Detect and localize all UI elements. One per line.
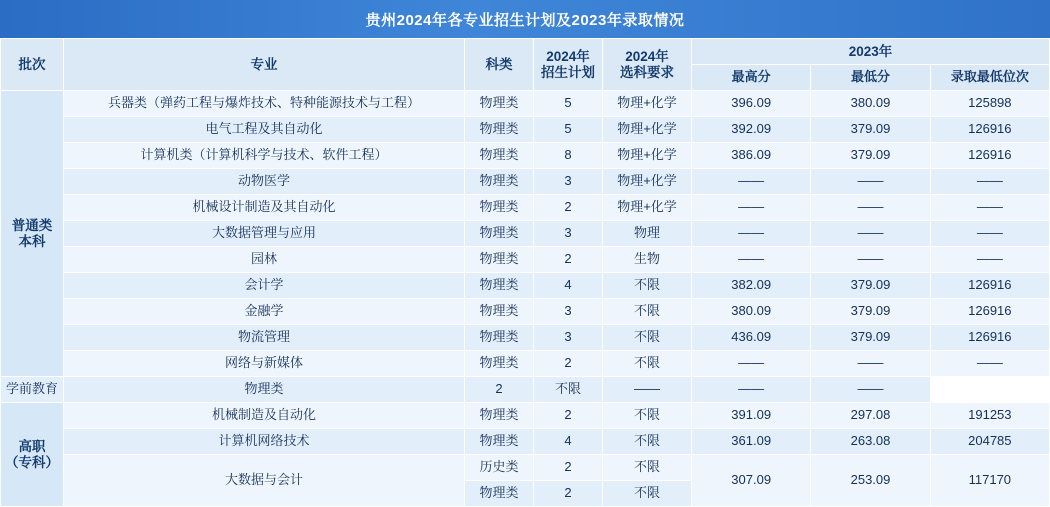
major-cell: 兵器类（弹药工程与爆炸技术、特种能源技术与工程） — [64, 91, 465, 117]
table-row — [1, 351, 1050, 377]
max-score-cell: —— — [692, 247, 811, 273]
subject-cell: 物理类 — [465, 247, 534, 273]
plan-cell: 2 — [534, 247, 603, 273]
min-rank-cell: —— — [930, 221, 1049, 247]
max-score-cell: —— — [692, 351, 811, 377]
requirement-cell: 不限 — [603, 481, 692, 507]
subject-cell: 物理类 — [465, 403, 534, 429]
table-row — [1, 325, 1050, 351]
major-cell: 会计学 — [64, 273, 465, 299]
major-cell: 大数据与会计 — [64, 455, 465, 507]
min-rank-cell: 126916 — [930, 273, 1049, 299]
col-header-min-score: 最低分 — [811, 65, 930, 91]
subject-cell: 物理类 — [465, 143, 534, 169]
min-score-cell: 379.09 — [811, 143, 930, 169]
batch-label-line1: 高职 — [18, 438, 46, 454]
header-row-1 — [1, 39, 1050, 65]
plan-cell: 4 — [534, 429, 603, 455]
table-row — [1, 221, 1050, 247]
plan-cell: 4 — [534, 273, 603, 299]
subject-cell: 物理类 — [465, 351, 534, 377]
requirement-cell: 不限 — [603, 351, 692, 377]
table-row — [1, 247, 1050, 273]
col-header-requirement — [603, 39, 692, 91]
min-rank-cell: 126916 — [930, 325, 1049, 351]
table-row — [1, 91, 1050, 117]
max-score-cell: 380.09 — [692, 299, 811, 325]
major-cell: 机械制造及自动化 — [64, 403, 465, 429]
major-cell: 大数据管理与应用 — [64, 221, 465, 247]
min-score-cell: 380.09 — [811, 91, 930, 117]
min-rank-cell: 117170 — [930, 455, 1049, 507]
table-row — [1, 377, 1050, 403]
requirement-cell: 不限 — [603, 273, 692, 299]
major-cell: 物流管理 — [64, 325, 465, 351]
min-score-cell: 379.09 — [811, 299, 930, 325]
major-cell: 机械设计制造及其自动化 — [64, 195, 465, 221]
plan-cell: 2 — [534, 481, 603, 507]
plan-cell: 3 — [534, 221, 603, 247]
table-body — [1, 91, 1050, 507]
min-rank-cell: 126916 — [930, 299, 1049, 325]
col-header-max-score: 最高分 — [692, 65, 811, 91]
requirement-cell: 物理 — [603, 221, 692, 247]
max-score-cell: 392.09 — [692, 117, 811, 143]
col-header-subject: 科类 — [465, 39, 534, 91]
table-row — [1, 117, 1050, 143]
max-score-cell: 436.09 — [692, 325, 811, 351]
major-cell: 计算机类（计算机科学与技术、软件工程） — [64, 143, 465, 169]
col-header-min-rank: 录取最低位次 — [930, 65, 1049, 91]
max-score-cell: 307.09 — [692, 455, 811, 507]
max-score-cell: 386.09 — [692, 143, 811, 169]
min-score-cell: —— — [811, 221, 930, 247]
table-row — [1, 143, 1050, 169]
major-cell: 网络与新媒体 — [64, 351, 465, 377]
requirement-cell: 物理+化学 — [603, 91, 692, 117]
subject-cell: 物理类 — [465, 273, 534, 299]
requirement-cell: 生物 — [603, 247, 692, 273]
table-row — [1, 273, 1050, 299]
plan-cell: 3 — [534, 325, 603, 351]
max-score-cell: —— — [692, 169, 811, 195]
min-rank-cell: —— — [930, 195, 1049, 221]
requirement-cell: 不限 — [534, 377, 603, 403]
min-rank-cell: —— — [811, 377, 930, 403]
subject-cell: 物理类 — [465, 429, 534, 455]
batch-cell — [1, 403, 64, 507]
major-cell: 金融学 — [64, 299, 465, 325]
page-title: 贵州2024年各专业招生计划及2023年录取情况 — [0, 0, 1050, 38]
subject-cell: 物理类 — [64, 377, 465, 403]
plan-cell: 5 — [534, 91, 603, 117]
min-rank-cell: 204785 — [930, 429, 1049, 455]
min-score-cell: —— — [692, 377, 811, 403]
min-score-cell: —— — [811, 195, 930, 221]
plan-cell: 3 — [534, 169, 603, 195]
table-row — [1, 169, 1050, 195]
plan-cell: 8 — [534, 143, 603, 169]
plan-cell: 2 — [465, 377, 534, 403]
subject-cell: 物理类 — [465, 117, 534, 143]
col-header-batch: 批次 — [1, 39, 64, 91]
requirement-cell: 物理+化学 — [603, 195, 692, 221]
min-rank-cell: 191253 — [930, 403, 1049, 429]
min-rank-cell: 125898 — [930, 91, 1049, 117]
min-rank-cell: 126916 — [930, 117, 1049, 143]
subject-cell: 物理类 — [465, 481, 534, 507]
requirement-cell: 不限 — [603, 455, 692, 481]
col-header-year-group: 2023年 — [692, 39, 1050, 65]
max-score-cell: 391.09 — [692, 403, 811, 429]
requirement-cell: 不限 — [603, 429, 692, 455]
admissions-table — [0, 38, 1050, 507]
min-score-cell: —— — [811, 247, 930, 273]
plan-cell: 5 — [534, 117, 603, 143]
col-header-req-line1: 2024年 — [625, 48, 669, 64]
requirement-cell: 物理+化学 — [603, 169, 692, 195]
subject-cell: 物理类 — [465, 299, 534, 325]
min-score-cell: —— — [811, 169, 930, 195]
major-cell: 园林 — [64, 247, 465, 273]
plan-cell: 2 — [534, 403, 603, 429]
table-header — [1, 39, 1050, 91]
batch-label-line2: （专科） — [5, 454, 59, 470]
requirement-cell: 物理+化学 — [603, 117, 692, 143]
min-score-cell: 263.08 — [811, 429, 930, 455]
requirement-cell: 物理+化学 — [603, 143, 692, 169]
plan-cell: 2 — [534, 351, 603, 377]
table-row — [1, 429, 1050, 455]
min-score-cell: —— — [811, 351, 930, 377]
table-row — [1, 195, 1050, 221]
major-cell: 动物医学 — [64, 169, 465, 195]
min-rank-cell: —— — [930, 247, 1049, 273]
col-header-plan — [534, 39, 603, 91]
plan-cell: 2 — [534, 455, 603, 481]
min-score-cell: 379.09 — [811, 325, 930, 351]
col-header-req-line2: 选科要求 — [620, 64, 674, 80]
max-score-cell: —— — [603, 377, 692, 403]
major-cell: 学前教育 — [1, 377, 64, 403]
min-score-cell: 379.09 — [811, 273, 930, 299]
subject-cell: 物理类 — [465, 91, 534, 117]
max-score-cell: —— — [692, 221, 811, 247]
subject-cell: 物理类 — [465, 195, 534, 221]
subject-cell: 物理类 — [465, 169, 534, 195]
col-header-plan-line1: 2024年 — [546, 48, 590, 64]
subject-cell: 物理类 — [465, 325, 534, 351]
requirement-cell: 不限 — [603, 403, 692, 429]
min-rank-cell: —— — [930, 351, 1049, 377]
max-score-cell: 382.09 — [692, 273, 811, 299]
subject-cell: 物理类 — [465, 221, 534, 247]
max-score-cell: —— — [692, 195, 811, 221]
plan-cell: 2 — [534, 195, 603, 221]
batch-label-line2: 本科 — [18, 233, 46, 249]
requirement-cell: 不限 — [603, 325, 692, 351]
table-row — [1, 403, 1050, 429]
batch-label-line1: 普通类 — [11, 217, 53, 233]
requirement-cell: 不限 — [603, 299, 692, 325]
table-row — [1, 299, 1050, 325]
min-score-cell: 379.09 — [811, 117, 930, 143]
max-score-cell: 396.09 — [692, 91, 811, 117]
table-row — [1, 455, 1050, 481]
min-rank-cell: —— — [930, 169, 1049, 195]
plan-cell: 3 — [534, 299, 603, 325]
major-cell: 电气工程及其自动化 — [64, 117, 465, 143]
col-header-plan-line2: 招生计划 — [541, 64, 595, 80]
col-header-major: 专业 — [64, 39, 465, 91]
batch-cell — [1, 91, 64, 377]
major-cell: 计算机网络技术 — [64, 429, 465, 455]
min-score-cell: 297.08 — [811, 403, 930, 429]
min-rank-cell: 126916 — [930, 143, 1049, 169]
max-score-cell: 361.09 — [692, 429, 811, 455]
min-score-cell: 253.09 — [811, 455, 930, 507]
subject-cell: 历史类 — [465, 455, 534, 481]
